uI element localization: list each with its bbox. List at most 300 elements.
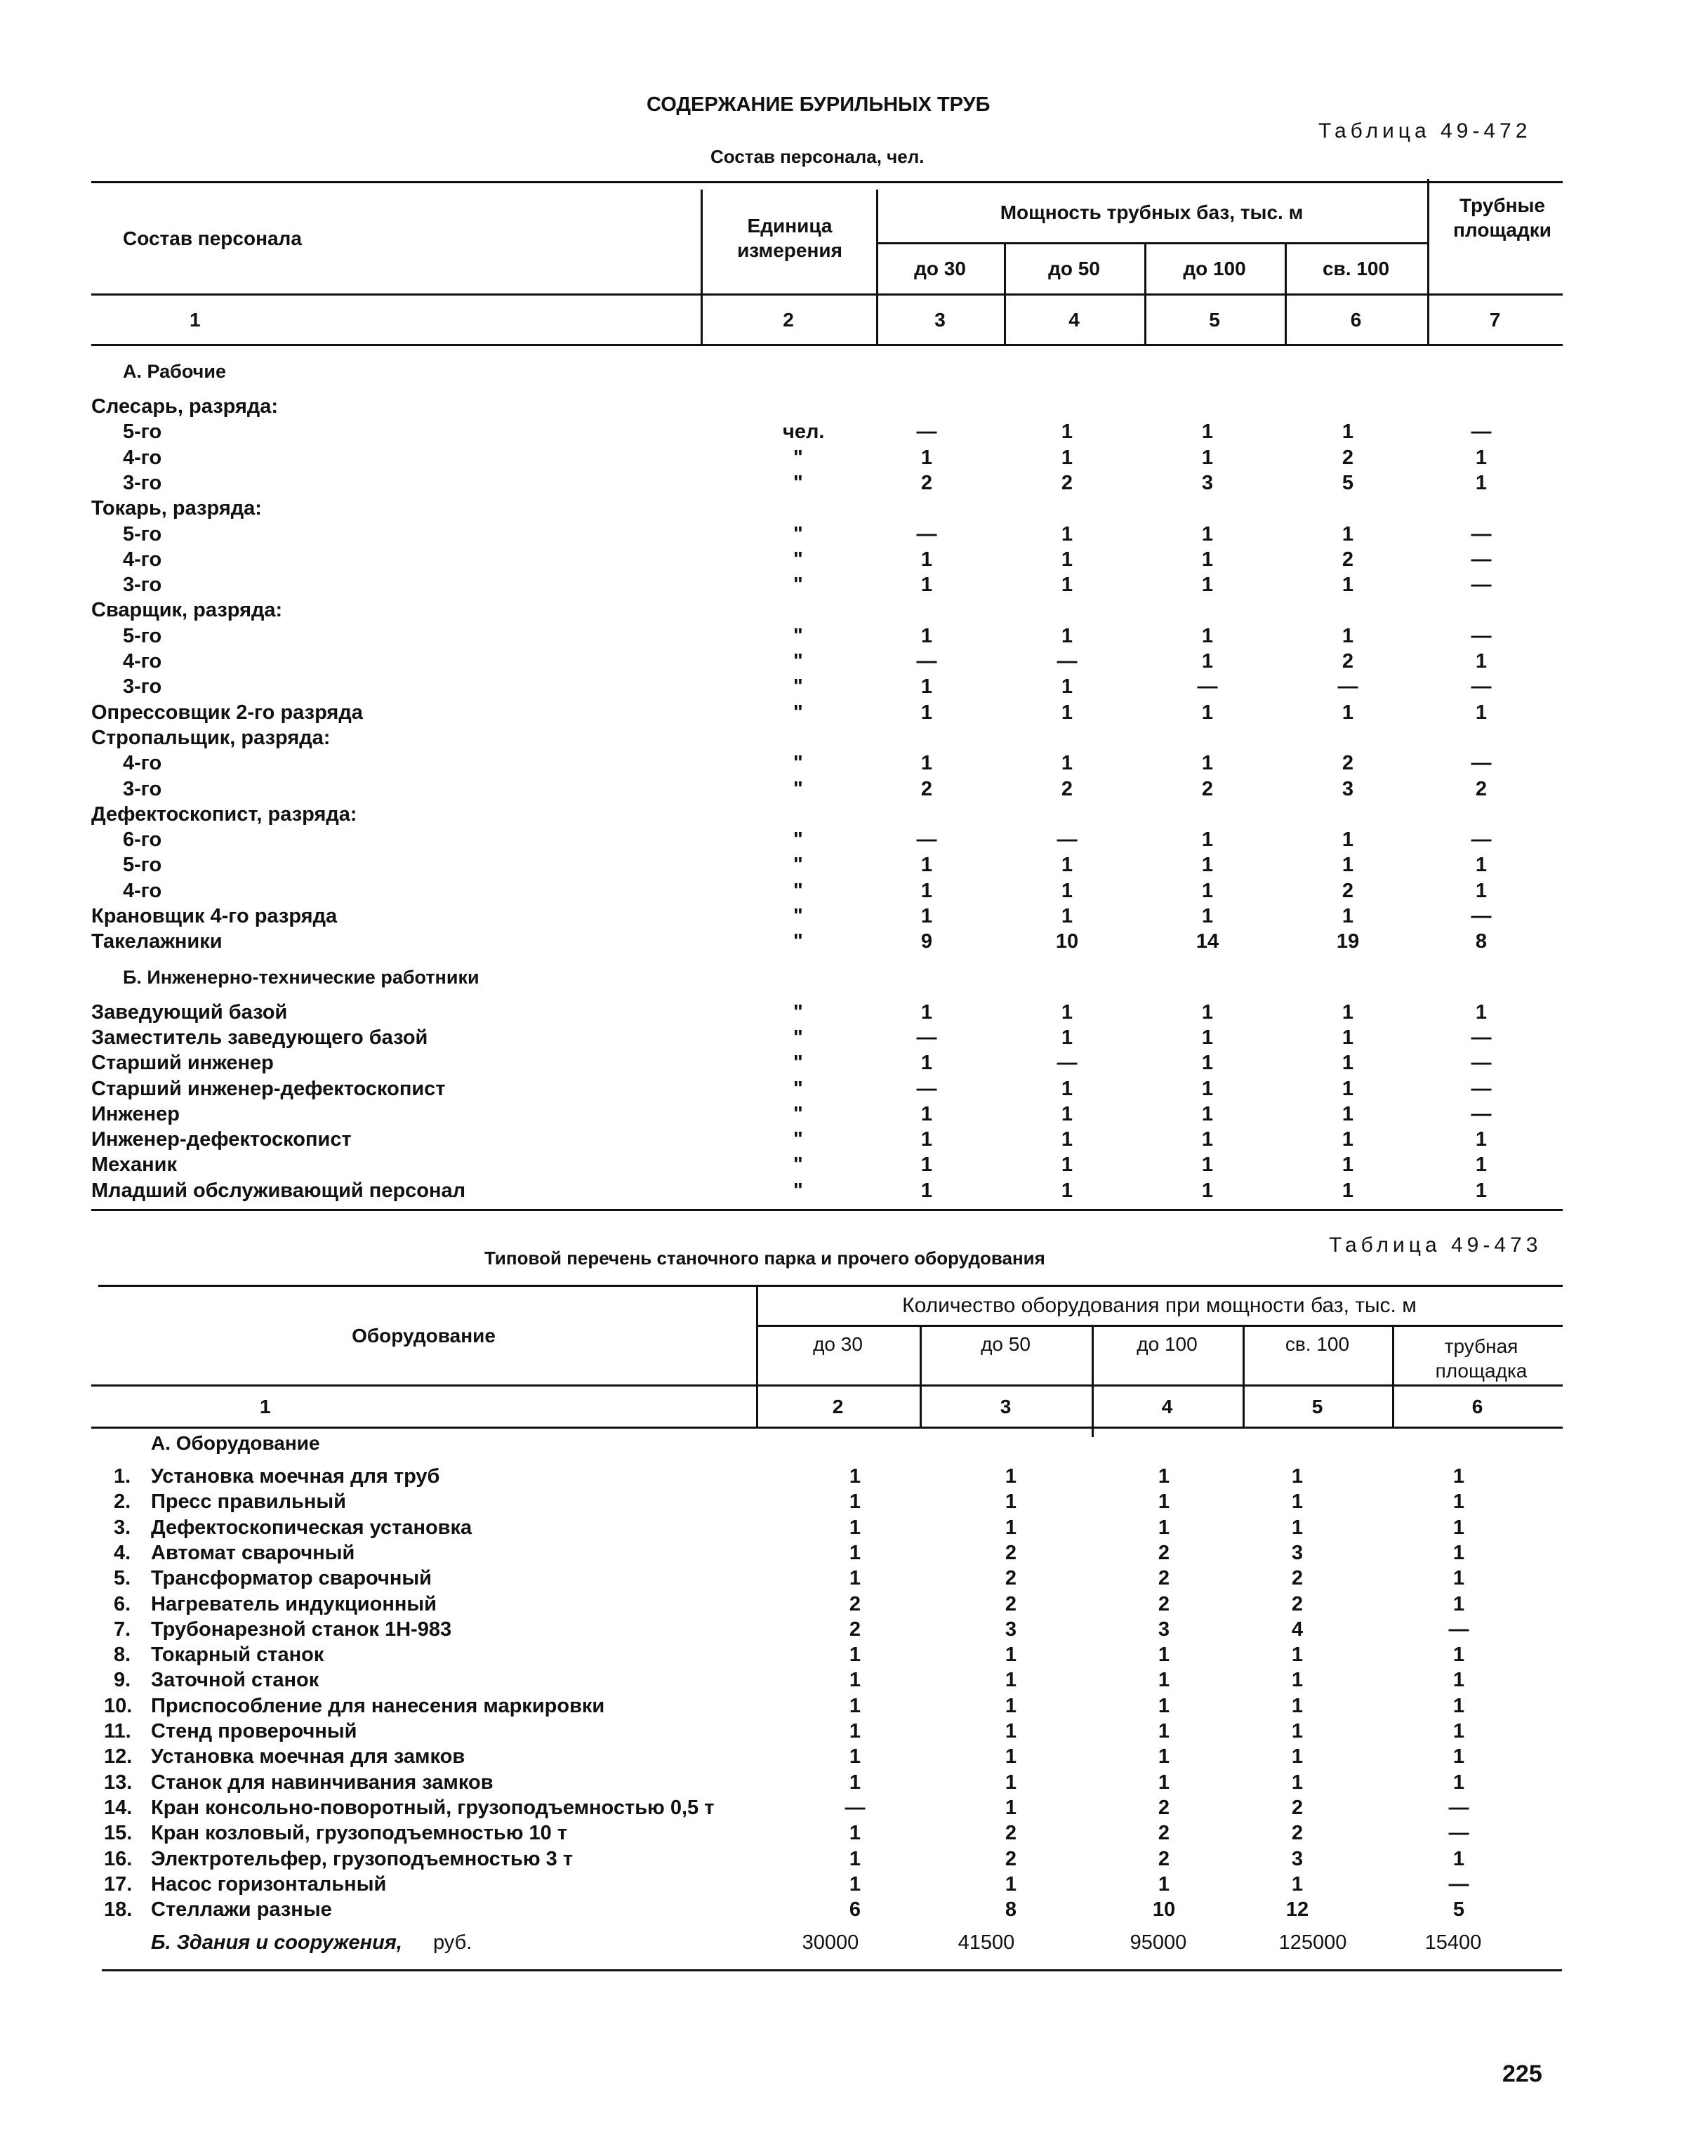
t2-row — [91, 1592, 1563, 1617]
t1-cell-c6: 1 — [1342, 1052, 1354, 1075]
t2-cell-c2: 1 — [849, 1490, 861, 1514]
t1-cell-c3: 9 — [920, 930, 933, 953]
t1-row-top — [91, 1152, 1563, 1177]
t1-row-name: 5-го — [123, 854, 162, 877]
t2-cell-c6: 1 — [1452, 1567, 1465, 1590]
t1-cell-c5: 1 — [1201, 421, 1214, 444]
t1-cell-c7: 1 — [1475, 854, 1488, 877]
t2-table — [91, 1279, 1563, 2002]
t1-cell-c6: 1 — [1342, 1128, 1354, 1151]
t1-cell-c3: — — [916, 421, 937, 444]
t1-header-c3: до 30 — [914, 258, 966, 279]
t2-buildings-label: Б. Здания и сооружения, — [151, 1931, 402, 1954]
t1-row-unit: " — [793, 1026, 803, 1049]
t1-cell-c6: 1 — [1342, 701, 1354, 724]
t2-cell-c5: 1 — [1291, 1516, 1304, 1539]
t2-cell-c2: 1 — [849, 1694, 861, 1717]
t1-row-name: Крановщик 4-го разряда — [91, 905, 338, 927]
t2-cell-c4: 10 — [1152, 1898, 1176, 1922]
t1-colnum-5: 5 — [1209, 308, 1220, 331]
t1-row-item — [91, 445, 1563, 470]
t1-cell-c3: 1 — [920, 1153, 933, 1177]
t1-row-group — [91, 802, 1563, 827]
t2-cell-c5: 12 — [1285, 1898, 1309, 1922]
t1-cell-c6: 5 — [1342, 471, 1354, 494]
t2-cell-c4: 1 — [1158, 1771, 1170, 1794]
t1-cell-c6: 2 — [1342, 879, 1354, 902]
t1-row-unit: " — [793, 1128, 803, 1151]
t1-cell-c6: 1 — [1342, 854, 1354, 877]
t2-cell-c6: 1 — [1452, 1669, 1465, 1692]
t1-row-item — [91, 649, 1563, 674]
t1-title: СОДЕРЖАНИЕ БУРИЛЬНЫХ ТРУБ — [647, 93, 991, 116]
t1-cell-c7: 2 — [1475, 777, 1488, 800]
t1-row-unit: " — [793, 905, 803, 927]
t2-row-number: 18. — [104, 1898, 133, 1922]
t2-row-number: 4. — [114, 1541, 131, 1564]
t1-row-name: 4-го — [123, 650, 162, 673]
t2-buildings-c2: 30000 — [802, 1931, 859, 1954]
t2-buildings-c5: 125000 — [1278, 1931, 1347, 1954]
t1-cell-c4: 2 — [1061, 471, 1073, 494]
t1-cell-c3: 1 — [920, 574, 933, 597]
t2-cell-c4: 2 — [1158, 1567, 1170, 1590]
t1-row-section — [91, 965, 1563, 990]
t1-cell-c5: 1 — [1201, 624, 1214, 647]
t2-cell-c2: 1 — [849, 1516, 861, 1539]
t2-row — [91, 1693, 1563, 1719]
t2-cell-c3: 2 — [1005, 1822, 1017, 1845]
t2-cell-c4: 1 — [1158, 1694, 1170, 1717]
t2-row-number: 9. — [114, 1669, 131, 1692]
t2-cell-c4: 3 — [1158, 1618, 1170, 1641]
t1-row-top — [91, 1000, 1563, 1025]
t1-cell-c7: 1 — [1475, 701, 1488, 724]
t1-row-unit: чел. — [783, 421, 825, 444]
t2-row-number: 6. — [114, 1592, 131, 1615]
t1-row-unit: " — [793, 777, 803, 800]
t1-cell-c5: 1 — [1201, 548, 1214, 571]
t2-cell-c5: 1 — [1291, 1872, 1304, 1896]
t1-row-group — [91, 725, 1563, 750]
t1-cell-c5: 3 — [1201, 471, 1214, 494]
t1-row-item — [91, 750, 1563, 776]
t1-cell-c5: 1 — [1201, 1026, 1214, 1049]
t1-row-top — [91, 1127, 1563, 1152]
t2-row-name: Стенд проверочный — [151, 1720, 357, 1742]
t1-row-unit: " — [793, 1179, 803, 1202]
t1-cell-c5: 1 — [1201, 1179, 1214, 1202]
t1-cell-c5: 1 — [1201, 828, 1214, 852]
t1-cell-c7: 1 — [1475, 1153, 1488, 1177]
t2-cell-c5: 3 — [1291, 1847, 1304, 1870]
t1-cell-c5: 1 — [1201, 1128, 1214, 1151]
t1-cell-c7: 1 — [1475, 471, 1488, 494]
t2-header-c2: до 30 — [813, 1332, 863, 1355]
t2-row — [91, 1515, 1563, 1540]
t1-cell-c6: 1 — [1342, 1077, 1354, 1100]
t1-row-name: Опрессовщик 2-го разряда — [91, 701, 363, 724]
t2-body — [91, 1464, 1563, 1969]
t2-cell-c3: 1 — [1005, 1516, 1017, 1539]
t2-row-number: 10. — [104, 1694, 133, 1717]
t1-cell-c5: 1 — [1201, 701, 1214, 724]
t1-cell-c3: 1 — [920, 752, 933, 775]
t1-row-name: 3-го — [123, 777, 162, 800]
t1-cell-c3: 1 — [920, 701, 933, 724]
t2-cell-c5: 2 — [1291, 1796, 1304, 1819]
t1-subtitle: Состав персонала, чел. — [710, 146, 925, 167]
t2-row-number: 16. — [104, 1847, 133, 1870]
t2-cell-c5: 1 — [1291, 1771, 1304, 1794]
t1-row-top — [91, 929, 1563, 954]
t1-cell-c3: 1 — [920, 1179, 933, 1202]
t1-cell-c6: 1 — [1342, 421, 1354, 444]
t1-header-pipe-sites: Трубные площадки — [1453, 194, 1551, 241]
t1-cell-c6: 2 — [1342, 650, 1354, 673]
t2-row-name: Станок для навинчивания замков — [151, 1771, 494, 1794]
t1-cell-c5: 1 — [1201, 1153, 1214, 1177]
t1-row-top — [91, 1178, 1563, 1203]
t1-cell-c5: — — [1197, 675, 1218, 699]
t1-cell-c5: 1 — [1201, 752, 1214, 775]
t2-cell-c2: 1 — [849, 1541, 861, 1564]
t1-row-unit: " — [793, 624, 803, 647]
t1-row-item — [91, 572, 1563, 597]
t1-cell-c4: 1 — [1061, 624, 1073, 647]
t1-cell-c7: 1 — [1475, 1179, 1488, 1202]
t2-row — [91, 1617, 1563, 1642]
t1-cell-c7: 1 — [1475, 1128, 1488, 1151]
t2-row — [91, 1642, 1563, 1667]
t2-row — [91, 1540, 1563, 1566]
t1-cell-c5: 1 — [1201, 522, 1214, 545]
t2-cell-c2: 1 — [849, 1720, 861, 1742]
t1-row-item — [91, 623, 1563, 649]
t1-cell-c3: 1 — [920, 1128, 933, 1151]
t1-cell-c3: — — [916, 522, 937, 545]
t2-row-name: Насос горизонтальный — [151, 1872, 387, 1896]
t1-row-name: Инженер-дефектоскопист — [91, 1128, 352, 1151]
t2-cell-c5: 3 — [1291, 1541, 1304, 1564]
t2-cell-c5: 1 — [1291, 1644, 1304, 1667]
t2-row — [91, 1464, 1563, 1489]
t2-section-buildings — [91, 1930, 1563, 1955]
t1-cell-c5: 1 — [1201, 650, 1214, 673]
t2-cell-c3: 2 — [1005, 1592, 1017, 1615]
t1-colnum-6: 6 — [1350, 308, 1362, 331]
t2-cell-c4: 2 — [1158, 1592, 1170, 1615]
t1-row-unit: " — [793, 522, 803, 545]
t1-row-unit: " — [793, 1077, 803, 1100]
t2-cell-c3: 1 — [1005, 1771, 1017, 1794]
t1-row-name: 6-го — [123, 828, 162, 852]
t1-row-name: 5-го — [123, 421, 162, 444]
t1-cell-c7: — — [1471, 752, 1492, 775]
t2-cell-c3: 1 — [1005, 1669, 1017, 1692]
t1-cell-c4: 1 — [1061, 879, 1073, 902]
t1-colnum-7: 7 — [1489, 308, 1501, 331]
t2-buildings-c3: 41500 — [958, 1931, 1015, 1954]
t1-row-item — [91, 776, 1563, 802]
t2-cell-c6: 1 — [1452, 1592, 1465, 1615]
t1-row-unit: " — [793, 1102, 803, 1125]
t2-title: Типовой перечень станочного парка и прочего оборудования — [484, 1248, 1045, 1269]
t1-cell-c4: 1 — [1061, 675, 1073, 699]
page-number: 225 — [1502, 2061, 1542, 2087]
t1-cell-c5: 1 — [1201, 1052, 1214, 1075]
t2-colnum-1: 1 — [260, 1395, 271, 1417]
t1-row-unit: " — [793, 701, 803, 724]
t2-row-number: 14. — [104, 1796, 133, 1819]
t1-cell-c7: — — [1471, 548, 1492, 571]
t2-row — [91, 1846, 1563, 1872]
t2-cell-c4: 2 — [1158, 1796, 1170, 1819]
t2-cell-c5: 1 — [1291, 1720, 1304, 1742]
t1-row-unit: " — [793, 828, 803, 852]
t2-row — [91, 1795, 1563, 1820]
t2-cell-c6: — — [1448, 1796, 1469, 1819]
t1-cell-c7: — — [1471, 624, 1492, 647]
t1-row-item — [91, 674, 1563, 699]
t1-cell-c4: 1 — [1061, 1179, 1073, 1202]
t2-row — [91, 1897, 1563, 1922]
t1-row-unit: " — [793, 471, 803, 494]
t2-cell-c4: 1 — [1158, 1465, 1170, 1488]
t1-row-unit: " — [793, 548, 803, 571]
t1-row-name: 4-го — [123, 446, 162, 469]
t1-row-top — [91, 1102, 1563, 1127]
t2-cell-c2: 1 — [849, 1872, 861, 1896]
t2-cell-c5: 1 — [1291, 1669, 1304, 1692]
t1-row-top — [91, 904, 1563, 929]
t2-row-name: Токарный станок — [151, 1644, 324, 1667]
t2-row — [91, 1770, 1563, 1795]
t1-colnum-2: 2 — [783, 308, 794, 331]
t1-cell-c6: 3 — [1342, 777, 1354, 800]
t2-cell-c3: 1 — [1005, 1490, 1017, 1514]
t2-cell-c2: 1 — [849, 1644, 861, 1667]
t2-cell-c3: 2 — [1005, 1567, 1017, 1590]
t1-cell-c6: 19 — [1336, 930, 1360, 953]
t2-section-equipment: А. Оборудование — [151, 1432, 320, 1454]
t1-row-item — [91, 827, 1563, 852]
t2-cell-c2: — — [845, 1796, 866, 1819]
t2-cell-c2: 1 — [849, 1745, 861, 1768]
t2-cell-c5: 1 — [1291, 1465, 1304, 1488]
t1-cell-c7: 1 — [1475, 1000, 1488, 1024]
t1-cell-c6: 1 — [1342, 522, 1354, 545]
t2-cell-c6: 1 — [1452, 1694, 1465, 1717]
t2-cell-c4: 2 — [1158, 1847, 1170, 1870]
t1-row-item — [91, 419, 1563, 444]
t2-row-name: Кран консольно-поворотный, грузоподъемностью 0,5 т — [151, 1796, 715, 1819]
t2-cell-c4: 1 — [1158, 1644, 1170, 1667]
t1-row-item — [91, 522, 1563, 547]
t2-row-number: 12. — [104, 1745, 133, 1768]
t1-cell-c6: 1 — [1342, 905, 1354, 927]
t2-cell-c3: 1 — [1005, 1720, 1017, 1742]
t1-cell-c3: 2 — [920, 777, 933, 800]
t2-cell-c2: 1 — [849, 1847, 861, 1870]
t1-row-unit: " — [793, 854, 803, 877]
t2-row-name: Автомат сварочный — [151, 1541, 355, 1564]
t1-cell-c3: 1 — [920, 548, 933, 571]
t1-cell-c4: 1 — [1061, 446, 1073, 469]
t1-row-unit: " — [793, 752, 803, 775]
t1-cell-c3: 1 — [920, 446, 933, 469]
t1-cell-c4: — — [1057, 650, 1078, 673]
t1-row-name: Токарь, разряда: — [91, 497, 262, 520]
t1-cell-c7: — — [1471, 1052, 1492, 1075]
t1-row-name: 3-го — [123, 675, 162, 699]
t2-row-name: Установка моечная для труб — [151, 1465, 440, 1488]
t1-cell-c7: — — [1471, 828, 1492, 852]
t2-cell-c6: 1 — [1452, 1541, 1465, 1564]
t2-header-c5: св. 100 — [1285, 1332, 1350, 1355]
t2-table-label: Таблица 49-473 — [1329, 1234, 1542, 1257]
t1-row-unit: " — [793, 930, 803, 953]
t2-cell-c4: 1 — [1158, 1490, 1170, 1514]
t1-cell-c4: 1 — [1061, 1128, 1073, 1151]
t1-cell-c5: 1 — [1201, 854, 1214, 877]
t1-header-c6: св. 100 — [1322, 258, 1390, 279]
t2-row-number: 1. — [114, 1465, 131, 1488]
t2-row-name: Стеллажи разные — [151, 1898, 332, 1922]
t1-cell-c6: 1 — [1342, 574, 1354, 597]
t1-cell-c7: — — [1471, 574, 1492, 597]
t1-row-name: Стропальщик, разряда: — [91, 726, 331, 749]
t2-cell-c2: 6 — [849, 1898, 861, 1922]
t1-colnum-1: 1 — [190, 308, 201, 331]
t1-cell-c3: — — [916, 828, 937, 852]
t2-colnum-6: 6 — [1471, 1395, 1483, 1417]
t1-cell-c6: 1 — [1342, 1153, 1354, 1177]
t1-row-name: 5-го — [123, 522, 162, 545]
t1-cell-c7: — — [1471, 1102, 1492, 1125]
t1-cell-c4: 10 — [1055, 930, 1079, 953]
t2-row-name: Установка моечная для замков — [151, 1745, 465, 1768]
t2-cell-c5: 2 — [1291, 1567, 1304, 1590]
t1-row-item — [91, 547, 1563, 572]
t2-row — [91, 1566, 1563, 1591]
t1-row-name: 4-го — [123, 879, 162, 902]
t1-cell-c4: 1 — [1061, 1153, 1073, 1177]
t1-cell-c6: 1 — [1342, 1000, 1354, 1024]
t2-cell-c6: 1 — [1452, 1847, 1465, 1870]
t2-buildings-unit: руб. — [433, 1931, 472, 1954]
t1-row-name: Механик — [91, 1153, 178, 1177]
t1-cell-c3: 2 — [920, 471, 933, 494]
t2-buildings-c6: 15400 — [1424, 1931, 1482, 1954]
t2-buildings-c4: 95000 — [1130, 1931, 1187, 1954]
t1-row-name: 3-го — [123, 471, 162, 494]
t1-row-name: Б. Инженерно-технические работники — [123, 966, 479, 988]
t1-cell-c4: 1 — [1061, 905, 1073, 927]
t2-cell-c3: 1 — [1005, 1872, 1017, 1896]
t1-header-c5: до 100 — [1183, 258, 1246, 279]
t2-header-c6: трубная площадка — [1435, 1335, 1528, 1382]
t2-row — [91, 1872, 1563, 1897]
t2-row-name: Нагреватель индукционный — [151, 1592, 437, 1615]
t2-cell-c2: 2 — [849, 1592, 861, 1615]
t1-cell-c7: — — [1471, 522, 1492, 545]
t1-cell-c3: 1 — [920, 905, 933, 927]
t1-cell-c5: 1 — [1201, 1102, 1214, 1125]
t2-header-equipment: Оборудование — [352, 1324, 496, 1347]
t2-cell-c3: 8 — [1005, 1898, 1017, 1922]
t2-cell-c3: 1 — [1005, 1745, 1017, 1768]
t1-cell-c7: — — [1471, 675, 1492, 699]
t1-cell-c4: 2 — [1061, 777, 1073, 800]
t1-cell-c3: 1 — [920, 624, 933, 647]
t2-row — [91, 1820, 1563, 1846]
t1-cell-c4: 1 — [1061, 1102, 1073, 1125]
t1-cell-c4: 1 — [1061, 574, 1073, 597]
t1-row-name: Старший инженер-дефектоскопист — [91, 1077, 446, 1100]
t2-row — [91, 1667, 1563, 1693]
t1-body — [91, 359, 1563, 1201]
t1-cell-c4: — — [1057, 1052, 1078, 1075]
t1-row-top — [91, 1050, 1563, 1076]
t2-cell-c6: 5 — [1452, 1898, 1465, 1922]
t2-row-number: 15. — [104, 1822, 133, 1845]
t2-row-number: 5. — [114, 1567, 131, 1590]
t2-header-quantity: Количество оборудования при мощности баз, тыс. м — [902, 1293, 1417, 1317]
t1-row-item — [91, 852, 1563, 878]
t2-cell-c5: 1 — [1291, 1490, 1304, 1514]
t2-cell-c6: 1 — [1452, 1490, 1465, 1514]
t2-row-number: 2. — [114, 1490, 131, 1514]
t2-cell-c2: 2 — [849, 1618, 861, 1641]
t2-header-c4: до 100 — [1137, 1332, 1198, 1355]
t1-row-name: Заведующий базой — [91, 1000, 288, 1024]
t1-cell-c5: 14 — [1196, 930, 1219, 953]
t1-table-label: Таблица 49-472 — [1318, 119, 1532, 143]
t2-row-number: 3. — [114, 1516, 131, 1539]
t1-row-group — [91, 394, 1563, 419]
t1-header-capacity: Мощность трубных баз, тыс. м — [1000, 201, 1304, 223]
t1-cell-c7: — — [1471, 1077, 1492, 1100]
t2-row-name: Дефектоскопическая установка — [151, 1516, 472, 1539]
t2-row — [91, 1719, 1563, 1744]
t2-cell-c5: 2 — [1291, 1822, 1304, 1845]
t1-cell-c4: 1 — [1061, 1026, 1073, 1049]
t1-cell-c4: 1 — [1061, 421, 1073, 444]
t1-cell-c3: 1 — [920, 1000, 933, 1024]
t1-row-name: А. Рабочие — [123, 361, 226, 382]
t2-cell-c6: 1 — [1452, 1465, 1465, 1488]
t1-row-unit: " — [793, 1052, 803, 1075]
t2-cell-c6: 1 — [1452, 1644, 1465, 1667]
t1-cell-c7: 1 — [1475, 446, 1488, 469]
t1-cell-c4: 1 — [1061, 854, 1073, 877]
t2-colnum-5: 5 — [1311, 1395, 1323, 1417]
t2-cell-c3: 3 — [1005, 1618, 1017, 1641]
t1-cell-c4: 1 — [1061, 701, 1073, 724]
t1-cell-c7: 8 — [1475, 930, 1488, 953]
t2-cell-c2: 1 — [849, 1771, 861, 1794]
t1-cell-c4: 1 — [1061, 1000, 1073, 1024]
t1-colnum-4: 4 — [1068, 308, 1080, 331]
t1-row-top — [91, 1076, 1563, 1102]
t1-row-name: Такелажники — [91, 930, 223, 953]
t1-row-name: Инженер — [91, 1102, 180, 1125]
t2-cell-c3: 1 — [1005, 1465, 1017, 1488]
t1-cell-c5: 1 — [1201, 1077, 1214, 1100]
t2-cell-c4: 1 — [1158, 1872, 1170, 1896]
t1-cell-c5: 1 — [1201, 446, 1214, 469]
